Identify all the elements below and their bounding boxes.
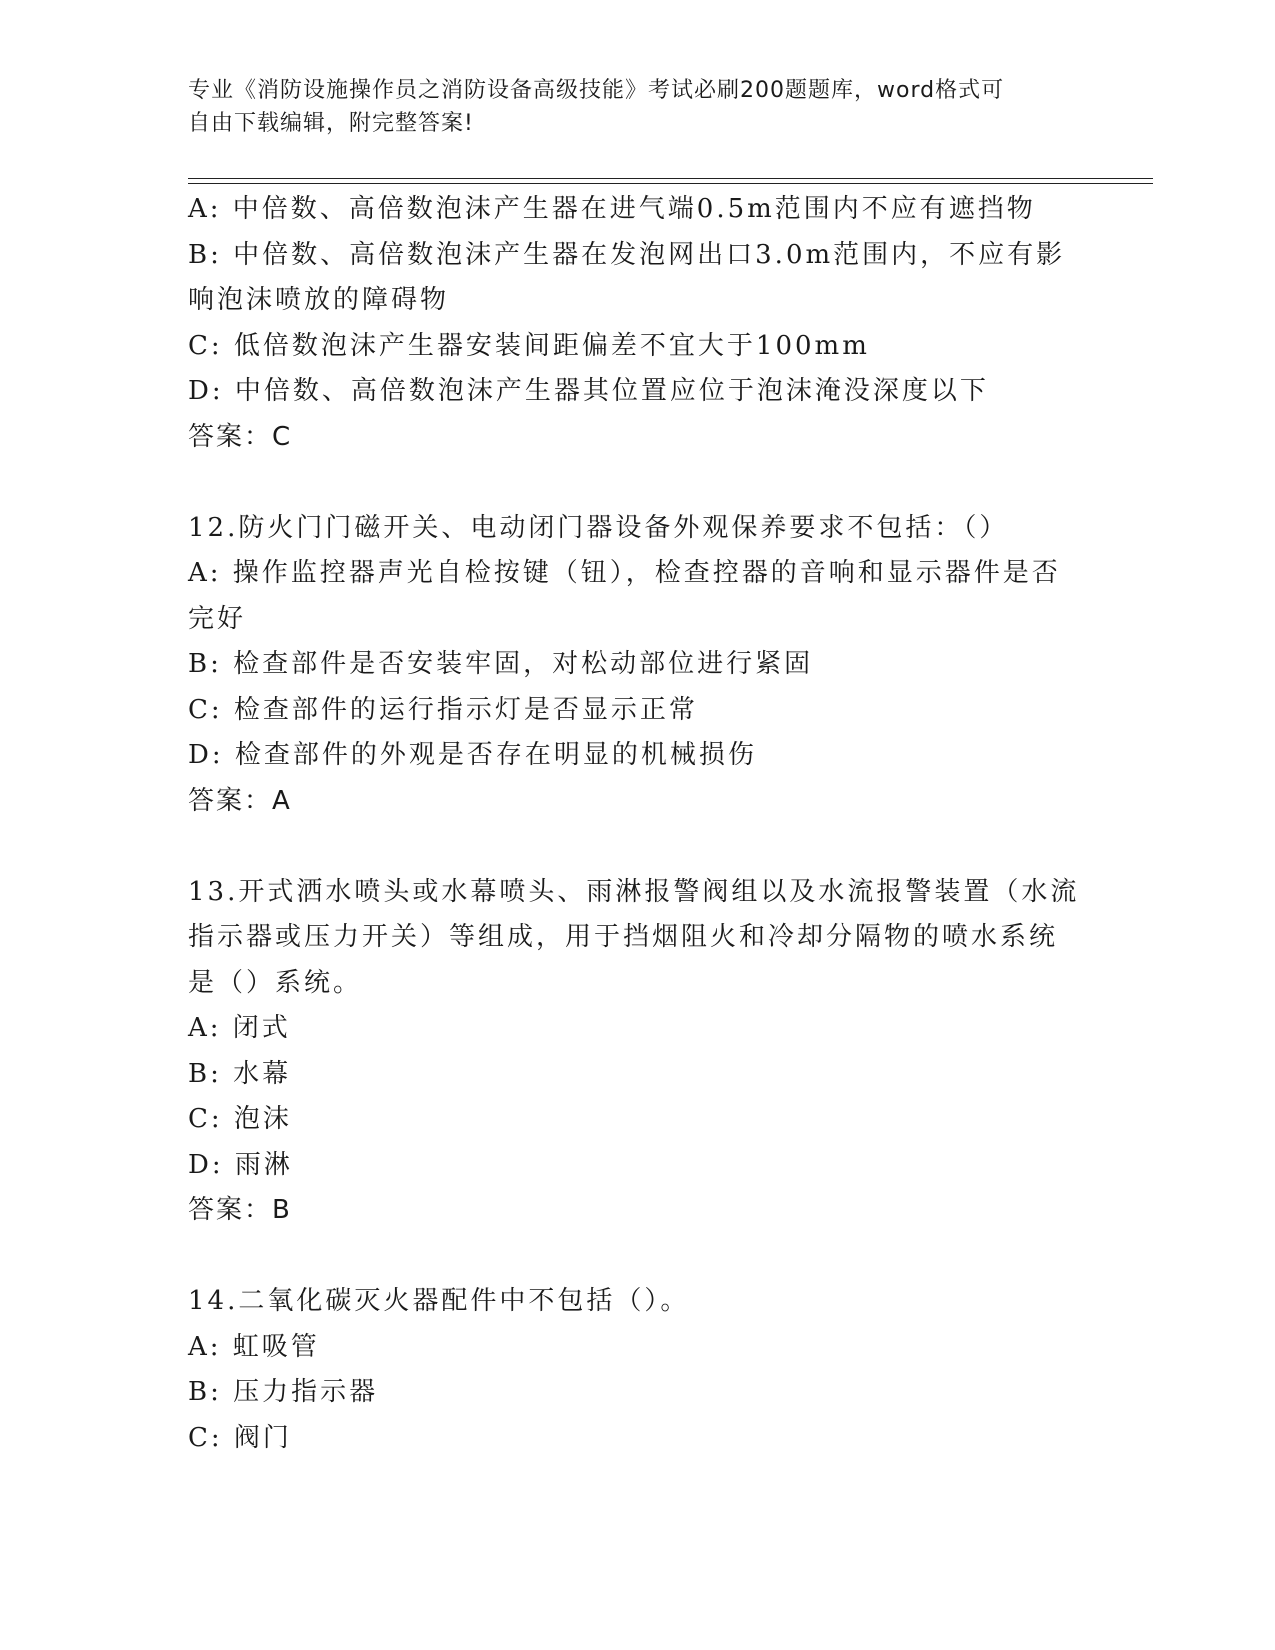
option-b: B: 压力指示器: [188, 1377, 379, 1407]
question-11-partial: [188, 187, 1088, 460]
answer: 答案：B: [188, 1195, 292, 1225]
question-content: [188, 187, 1088, 1461]
option-d: D: 雨淋: [188, 1149, 293, 1180]
document-header: [188, 74, 1068, 140]
question-stem-line-3: 是（）系统。: [188, 967, 363, 998]
question-stem: 12.防火门门磁开关、电动闭门器设备外观保养要求不包括：（）: [188, 512, 1009, 543]
header-line-1: 专业《消防设施操作员之消防设备高级技能》考试必刷200题题库，word格式可: [188, 78, 1005, 103]
answer: 答案：C: [188, 421, 293, 452]
question-12: [188, 506, 1088, 825]
question-13: [188, 870, 1088, 1234]
option-b: B: 检查部件是否安装牢固，对松动部位进行紧固: [188, 649, 814, 679]
question-stem-line-1: 13.开式洒水喷头或水幕喷头、雨淋报警阀组以及水流报警装置（水流: [188, 876, 1080, 907]
option-b-continued: 响泡沫喷放的障碍物: [188, 285, 450, 315]
question-14: [188, 1279, 1088, 1461]
header-rule-top: [188, 178, 1153, 179]
option-d: D: 检查部件的外观是否存在明显的机械损伤: [188, 740, 757, 770]
question-stem: 14.二氧化碳灭火器配件中不包括（）。: [188, 1286, 690, 1316]
option-c: C: 阀门: [188, 1422, 292, 1453]
option-a: A: 操作监控器声光自检按键（钮），检查控器的音响和显示器件是否: [188, 558, 1061, 588]
option-b: B: 水幕: [188, 1058, 292, 1089]
header-line-2: 自由下载编辑，附完整答案!: [188, 111, 474, 136]
spacer: [188, 824, 1088, 870]
question-stem-line-2: 指示器或压力开关）等组成，用于挡烟阻火和冷却分隔物的喷水系统: [188, 922, 1059, 952]
spacer: [188, 460, 1088, 506]
answer: 答案：A: [188, 785, 292, 816]
option-a: A: 中倍数、高倍数泡沫产生器在进气端0.5m范围内不应有遮挡物: [188, 194, 1036, 224]
spacer: [188, 1234, 1088, 1280]
header-rule-bottom: [188, 183, 1153, 184]
option-a-continued: 完好: [188, 603, 247, 634]
option-c: C: 低倍数泡沫产生器安装间距偏差不宜大于100mm: [188, 330, 870, 361]
option-c: C: 泡沫: [188, 1104, 292, 1134]
option-a: A: 虹吸管: [188, 1331, 320, 1362]
option-d: D: 中倍数、高倍数泡沫产生器其位置应位于泡沫淹没深度以下: [188, 376, 989, 406]
option-b: B: 中倍数、高倍数泡沫产生器在发泡网出口3.0m范围内，不应有影: [188, 239, 1066, 270]
option-c: C: 检查部件的运行指示灯是否显示正常: [188, 694, 698, 725]
option-a: A: 闭式: [188, 1013, 291, 1043]
